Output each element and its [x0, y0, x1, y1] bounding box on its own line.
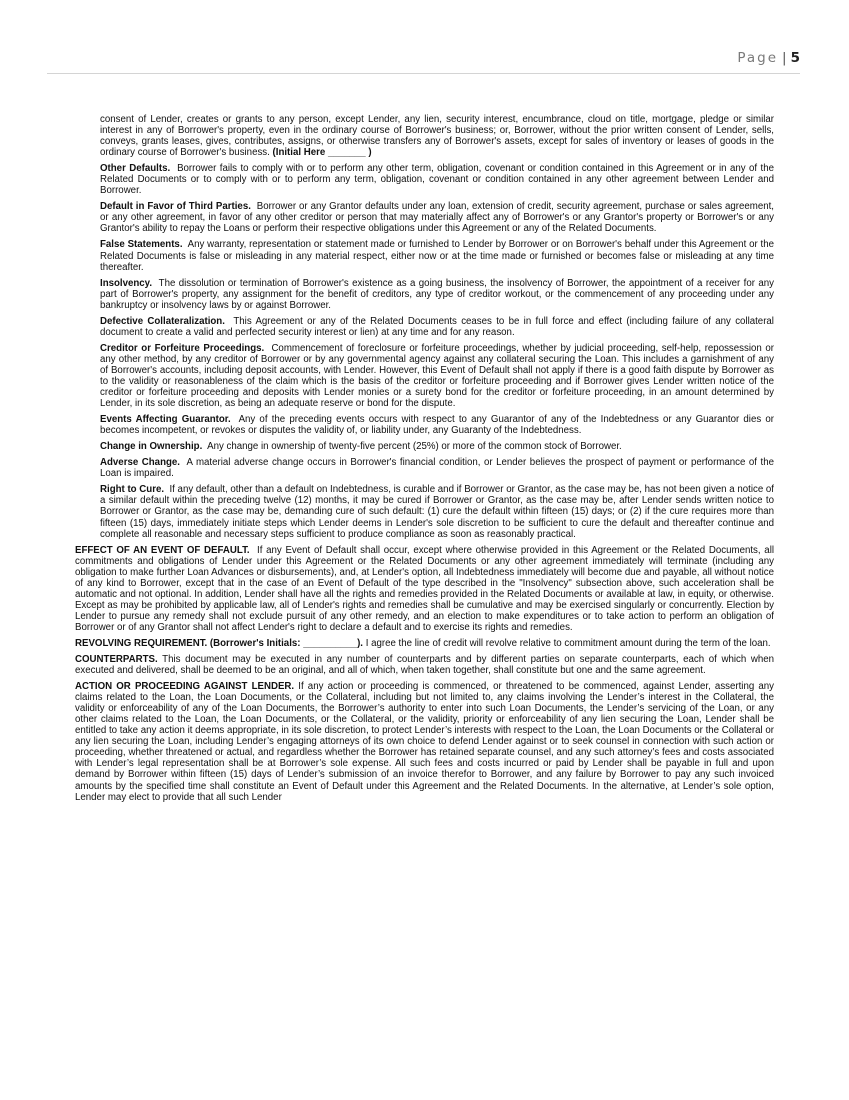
document-paragraph: [100, 441, 774, 452]
paragraph-heading: Insolvency.: [100, 277, 153, 289]
paragraph-text: A material adverse change occurs in Borrower's financial condition, or Lender believes the prospect of payment or performance of the Loan is impaired.: [100, 457, 774, 480]
paragraph-text: Borrower or any Grantor defaults under any loan, extension of credit, security agreement, purchase or sales agreement, or any other agreement, in favor of any other creditor or person that may materially affect any of Borrower's or any Grantor's property or Borrower's or any Grantor's ability to repay the Loans or perform their respective obligations under this Agreement or any of the Related Documents.: [100, 201, 774, 235]
document-paragraph: [75, 654, 774, 676]
paragraph-text: The dissolution or termination of Borrower's existence as a going business, the insolvency of Borrower, the appointment of a receiver for any part of Borrower's property, any assignment for the benefit of creditors, any type of creditor workout, or the commencement of any proceeding under any bankruptcy or insolvency laws by or against Borrower.: [100, 277, 774, 311]
paragraph-heading: Change in Ownership.: [100, 441, 203, 453]
paragraph-text: This document may be executed in any number of counterparts and by different parties on separate counterparts, each of which when executed and delivered, shall be deemed to be an original, and all of which, when taken together, shall constitute but one and the same agreement.: [75, 654, 774, 677]
header-rule: [47, 73, 800, 74]
page-header: [737, 50, 800, 66]
document-paragraph: [100, 316, 774, 338]
paragraph-heading: False Statements.: [100, 239, 183, 251]
paragraph-text: I agree the line of credit will revolve relative to commitment amount during the term of the loan.: [365, 637, 771, 649]
paragraph-text: If any action or proceeding is commenced, or threatened to be commenced, against Lender, asserting any claims related to the Loan, the Loan Documents, or the Collateral, including but not limited to, any claims involving the Lender’s interest in the Collateral, the validity or enforceability of any of the Loan Documents, the Borrower’s authority to enter into such Loan Documents, the Lender’s servicing of the Loan, or any other claims related to the Loan, the Loan Documents, or the Collateral, or the validity, priority or enforceability of any lien securing the Loan, Lender shall be entitled to take any action it deems appropriate, in its sole discretion, to protect Lender’s interests with respect to the Loan, the Loan Documents or the Collateral or any lien securing the Loan, including Lender’s engaging attorneys of its own choice to defend Lender against or to seek counsel in connection with such action or proceeding, whether threatened or actual, and regardless whether the Borrower has retained separate counsel, and any such attorney’s fees and costs associated with Lender’s legal representation shall be at Borrower’s sole expense. All such fees and costs incurred or paid by Lender shall be payable in full and upon demand by Borrower within fifteen (15) days of Lender’s submission of an invoice therefor to Borrower, and any failure by Borrower to pay any such invoiced amounts by the specified time shall constitute an Event of Default under this Agreement and the Related Documents. In the alternative, at Lender’s sole option, Lender may elect to provide that all such Lender: [75, 681, 774, 803]
document-paragraph: [100, 414, 774, 436]
document-paragraph: [100, 201, 774, 234]
paragraph-heading: REVOLVING REQUIREMENT. (Borrower's Initials: __________).: [75, 637, 363, 649]
paragraph-text: Commencement of foreclosure or forfeiture proceedings, whether by judicial proceeding, self-help, repossession or any other method, by any creditor of Borrower or by any governmental agency against any collateral securing the Loan. This includes a garnishment of any of Borrower's accounts, including deposit accounts, with Lender. However, this Event of Default shall not apply if there is a good faith dispute by Borrower as to the validity or reasonableness of the claim which is the basis of the creditor or forfeiture proceeding and if Borrower gives Lender written notice of the creditor or forfeiture proceeding and deposits with Lender monies or a surety bond for the creditor or forfeiture proceeding, in an amount determined by Lender, in its sole discretion, as being an adequate reserve or bond for the dispute.: [100, 342, 774, 410]
paragraph-text: Any warranty, representation or statement made or furnished to Lender by Borrower or on Borrower's behalf under this Agreement or the Related Documents is false or misleading in any material respect, either now or at the time made or furnished or becomes false or misleading at any time thereafter.: [100, 239, 774, 273]
document-paragraph: [100, 343, 774, 409]
document-paragraph: [100, 457, 774, 479]
paragraph-heading: Creditor or Forfeiture Proceedings.: [100, 342, 265, 354]
paragraph-heading: Events Affecting Guarantor.: [100, 414, 231, 426]
document-paragraph: [100, 278, 774, 311]
paragraph-heading: Right to Cure.: [100, 484, 165, 496]
page-separator: |: [782, 50, 787, 66]
paragraph-text: consent of Lender, creates or grants to any person, except Lender, any lien, security interest, encumbrance, cloud on title, mortgage, pledge or similar interest in any of Borrower's property, even in the ordinary course of Borrower's business; or, Borrower, without the prior written consent of Lender, sells, conveys, grants leases, gives, contributes, assigns, or otherwise transfers any of Borrower's assets, except for sales of inventory or leases of goods in the ordinary course of Borrower's business.: [100, 114, 774, 159]
paragraph-text: This Agreement or any of the Related Documents ceases to be in full force and effect (including failure of any collateral document to create a valid and perfected security interest or lien) at any time and for any reason.: [100, 315, 774, 338]
paragraph-text: If any Event of Default shall occur, except where otherwise provided in this Agreement or the Related Documents, all commitments and obligations of Lender under this Agreement or the Related Documents or any other agreement immediately will terminate (including any obligation to make further Loan Advances or disbursements), and, at Lender's option, all Indebtedness immediately will become due and payable, all without notice of any kind to Borrower, except that in the case of an Event of Default of the type described in the "Insolvency" subsection above, such acceleration shall be automatic and not optional. In addition, Lender shall have all the rights and remedies provided in the Related Documents or available at law, in equity, or otherwise. Except as may be prohibited by applicable law, all of Lender's rights and remedies shall be cumulative and may be exercised singularly or concurrently. Election by Lender to pursue any remedy shall not exclude pursuit of any other remedy, and an election to make expenditures or to take action to perform an obligation of Borrower or of any Grantor shall not affect Lender's right to declare a default and to exercise its rights and remedies.: [75, 544, 774, 633]
paragraph-text: Any of the preceding events occurs with respect to any Guarantor of any of the Indebtedness or any Guarantor dies or becomes incompetent, or revokes or disputes the validity of, or liability under, any Guaranty of the Indebtedness.: [100, 414, 774, 437]
page-label: Page: [737, 50, 779, 66]
initials-field: (Initial Here _______ ): [272, 147, 372, 159]
paragraph-heading: Defective Collateralization.: [100, 315, 225, 327]
paragraph-text: If any default, other than a default on Indebtedness, is curable and if Borrower or Grantor, as the case may be, has not been given a notice of a similar default within the preceding twelve (12) months, it may be cured if Borrower or Grantor, as the case may be, after Lender sends written notice to Borrower or Grantor, as the case may be, demanding cure of such default: (1) cure the default within fifteen (15) days; or (2) if the cure requires more than fifteen (15) days, immediately initiate steps which Lender deems in Lender's sole discretion to be sufficient to cure the default and thereafter continue and complete all reasonable and necessary steps sufficient to produce compliance as soon as reasonably practical.: [100, 484, 774, 540]
paragraph-text: Borrower fails to comply with or to perform any other term, obligation, covenant or condition contained in this Agreement or in any of the Related Documents or to comply with or to perform any term, obligation, covenant or condition contained in any other agreement between Lender and Borrower.: [100, 163, 774, 197]
document-paragraph: [75, 638, 774, 649]
document-paragraph: [100, 114, 774, 158]
document-body: [75, 114, 774, 808]
document-paragraph: [100, 484, 774, 539]
paragraph-heading: COUNTERPARTS.: [75, 654, 158, 666]
document-paragraph: [75, 681, 774, 803]
paragraph-text: Any change in ownership of twenty-five percent (25%) or more of the common stock of Borrower.: [207, 441, 622, 453]
document-paragraph: [100, 163, 774, 196]
paragraph-heading: EFFECT OF AN EVENT OF DEFAULT.: [75, 544, 250, 556]
paragraph-heading: Other Defaults.: [100, 163, 171, 175]
page-number: 5: [790, 50, 800, 66]
heading-spacer: [231, 414, 239, 425]
document-paragraph: [100, 239, 774, 272]
paragraph-heading: ACTION OR PROCEEDING AGAINST LENDER.: [75, 681, 295, 693]
paragraph-heading: Default in Favor of Third Parties.: [100, 201, 251, 213]
document-paragraph: [75, 545, 774, 633]
heading-spacer: [250, 545, 257, 556]
paragraph-heading: Adverse Change.: [100, 457, 180, 469]
heading-spacer: [152, 278, 159, 289]
